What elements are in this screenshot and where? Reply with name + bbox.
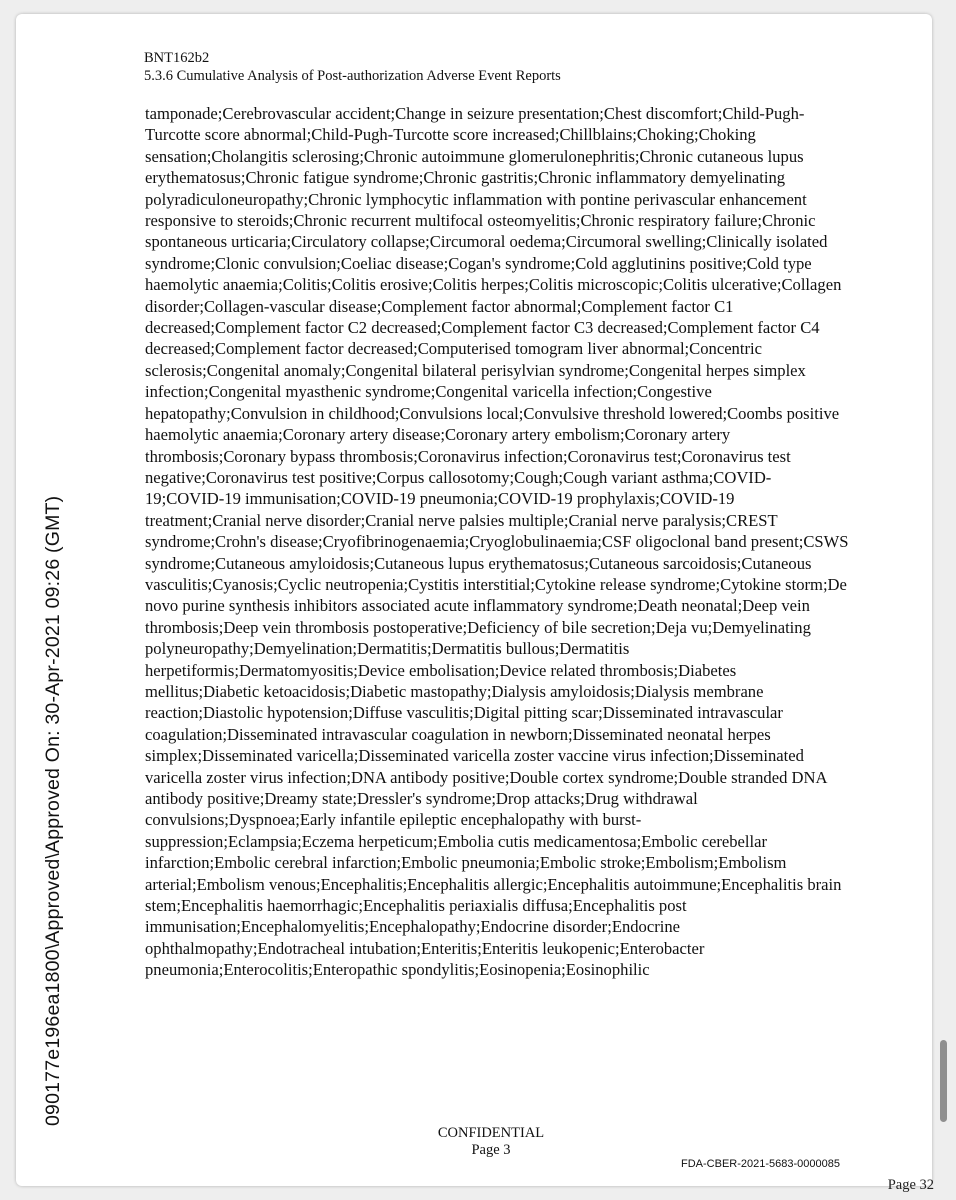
adverse-event-list: tamponade;Cerebrovascular accident;Change in seizure presentation;Chest discomfort;Child-Pugh-Turcotte score abnormal;Child-Pugh-Turcotte score increased;Chillblains;Choking;Choking sensation;Cholangitis sclerosing;Chronic autoimmune glomerulonephritis;Chronic cutaneous lupus erythematosus;Chronic fatigue syndrome;Chronic gastritis;Chronic inflammatory demyelinating polyradiculoneuropathy;Chronic lymphocytic inflammation with pontine perivascular enhancement responsive to steroids;Chronic recurrent multifocal osteomyelitis;Chronic respiratory failure;Chronic spontaneous urticaria;Circulatory collapse;Circumoral oedema;Circumoral swelling;Clinically isolated syndrome;Clonic convulsion;Coeliac disease;Cogan's syndrome;Cold agglutinins positive;Cold type haemolytic anaemia;Colitis;Colitis erosive;Colitis herpes;Colitis microscopic;Colitis ulcerative;Collagen disorder;Collagen-vascular disease;Complement factor abnormal;Complement factor C1 decreased;Complement factor C2 decreased;Complement factor C3 decreased;Complement factor C4 decreased;Complement factor decreased;Computerised tomogram liver abnormal;Concentric sclerosis;Congenital anomaly;Congenital bilateral perisylvian syndrome;Congenital herpes simplex infection;Congenital myasthenic syndrome;Congenital varicella infection;Congestive hepatopathy;Convulsion in childhood;Convulsions local;Convulsive threshold lowered;Coombs positive haemolytic anaemia;Coronary artery disease;Coronary artery embolism;Coronary artery thrombosis;Coronary bypass thrombosis;Coronavirus infection;Coronavirus test;Coronavirus test negative;Coronavirus test positive;Corpus callosotomy;Cough;Cough variant asthma;COVID-19;COVID-19 immunisation;COVID-19 pneumonia;COVID-19 prophylaxis;COVID-19 treatment;Cranial nerve disorder;Cranial nerve palsies multiple;Cranial nerve paralysis;CREST syndrome;Crohn's disease;Cryofibrinogenaemia;Cryoglobulinaemia;CSF oligoclonal band present;CSWS syndrome;Cutaneous amyloidosis;Cutaneous lupus erythematosus;Cutaneous sarcoidosis;Cutaneous vasculitis;Cyanosis;Cyclic neutropenia;Cystitis interstitial;Cytokine release syndrome;Cytokine storm;De novo purine synthesis inhibitors associated acute inflammatory syndrome;Death neonatal;Deep vein thrombosis;Deep vein thrombosis postoperative;Deficiency of bile secretion;Deja vu;Demyelinating polyneuropathy;Demyelination;Dermatitis;Dermatitis bullous;Dermatitis herpetiformis;Dermatomyositis;Device embolisation;Device related thrombosis;Diabetes mellitus;Diabetic ketoacidosis;Diabetic mastopathy;Dialysis amyloidosis;Dialysis membrane reaction;Diastolic hypotension;Diffuse vasculitis;Digital pitting scar;Disseminated intravascular coagulation;Disseminated intravascular coagulation in newborn;Disseminated neonatal herpes simplex;Disseminated varicella;Disseminated varicella zoster vaccine virus infection;Disseminated varicella zoster virus infection;DNA antibody positive;Double cortex syndrome;Double stranded DNA antibody positive;Dreamy state;Dressler's syndrome;Drop attacks;Drug withdrawal convulsions;Dyspnoea;Early infantile epileptic encephalopathy with burst-suppression;Eclampsia;Eczema herpeticum;Embolia cutis medicamentosa;Embolic cerebellar infarction;Embolic cerebral infarction;Embolic pneumonia;Embolic stroke;Embolism;Embolism arterial;Embolism venous;Encephalitis;Encephalitis allergic;Encephalitis autoimmune;Encephalitis brain stem;Encephalitis haemorrhagic;Encephalitis periaxialis diffusa;Encephalitis post immunisation;Encephalomyelitis;Encephalopathy;Endocrine disorder;Endocrine ophthalmopathy;Endotracheal intubation;Enteritis;Enteritis leukopenic;Enterobacter pneumonia;Enterocolitis;Enteropathic spondylitis;Eosinopenia;Eosinophilic [145, 104, 849, 980]
confidential-label: CONFIDENTIAL [437, 1125, 545, 1141]
footer-page-number: Page 3 [471, 1142, 511, 1158]
approval-stamp: 090177e196ea1800\Approved\Approved On: 30-Apr-2021 09:26 (GMT) [42, 495, 64, 1126]
page-footer [0, 1125, 956, 1159]
document-header [144, 49, 561, 85]
fda-document-id: FDA-CBER-2021-5683-0000085 [681, 1158, 840, 1170]
header-product: BNT162b2 [144, 50, 210, 66]
vertical-scrollbar[interactable] [940, 1040, 947, 1122]
header-section: 5.3.6 Cumulative Analysis of Post-authorization Adverse Event Reports [144, 68, 561, 84]
viewer-page-indicator: Page 32 [887, 1177, 934, 1193]
